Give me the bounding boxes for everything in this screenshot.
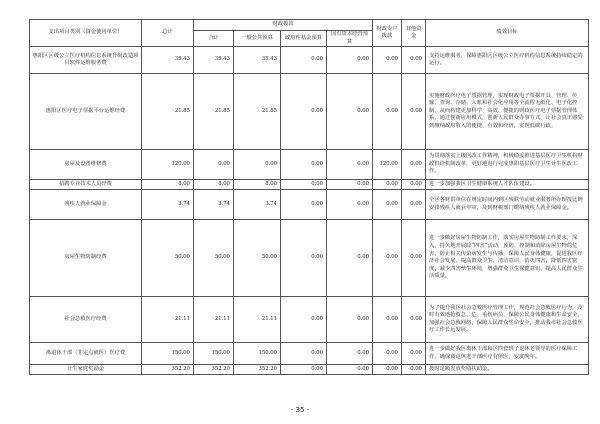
row-capital: 0.00: [327, 180, 373, 190]
row-total: 21.85: [142, 74, 194, 150]
row-other: 0.00: [402, 220, 426, 297]
table-row: [30, 297, 589, 343]
row-general: 8.00: [234, 180, 281, 190]
row-subtotal: 35.43: [194, 47, 234, 74]
row-fund: 0.00: [281, 74, 327, 150]
row-total: 21.11: [142, 297, 194, 343]
row-special: 0.00: [373, 220, 402, 297]
row-item: 房屋及设备维修费: [30, 150, 142, 180]
row-fund: 0.00: [281, 365, 327, 375]
table-row: [30, 190, 589, 220]
row-fund: 0.00: [281, 180, 327, 190]
row-goal: 实施财政医疗电子票据管理，实现财政电子票据开具、管理、传输、查询、存储、入账和社会化应用等全流程无纸化、电子化控制，从而构建更加科学、高效、便捷的财政医疗电子票据管理体系，通过创新应用模式，创新人民群众办事方式，让社会真正感受到缴纳政府收入的便捷、有效和经济，实现低碳行政。: [426, 74, 589, 150]
row-special: 0.00: [373, 343, 402, 365]
table-row: [30, 180, 589, 190]
row-other: 0.00: [402, 180, 426, 190]
table-row: [30, 220, 589, 297]
row-fund: 0.00: [281, 343, 327, 365]
row-other: 0.00: [402, 365, 426, 375]
row-subtotal: 150.00: [194, 343, 234, 365]
row-item: 社会急救医疗经费: [30, 297, 142, 343]
row-other: 0.00: [402, 150, 426, 180]
row-goal: 进一步做好房屋生物防制工作，落实房屋生物防制工作要求，深入、持久地开展除“四害”活动，预防、控制和消除房屋生物的危害，防止相关传染病发生与传播，保障人民身体健康，促进我区经济社会发展，提高群众卫生、清洁意识，消灭四害，降低四害密度，减少四害孳生环境，增强群众卫生保健意识，提高人民群众生活质量。: [426, 220, 589, 297]
row-capital: 0.00: [327, 220, 373, 297]
table-row: [30, 74, 589, 150]
header-gov-fund: 政府性基金预算: [281, 31, 327, 47]
row-special: 0.00: [373, 47, 402, 74]
row-total: 3.74: [142, 190, 194, 220]
row-subtotal: 8.00: [194, 180, 234, 190]
row-total: 150.00: [142, 343, 194, 365]
row-goal: 进一步做好我区离休干部和区四套班子退休老领导的医疗保障工作，确保离退休老干部医疗有所医，安度晚年。: [426, 343, 589, 365]
row-special: 0.00: [373, 180, 402, 190]
table-row: [30, 343, 589, 365]
row-other: 0.00: [402, 190, 426, 220]
table-row: [30, 47, 589, 74]
row-item: 惠阳区区级公立医疗机构信息系统升级改造项目软件运维服务费: [30, 47, 142, 74]
header-state-capital: 国有资本经营预算: [327, 31, 373, 47]
header-general-budget: 一般公共预算: [234, 31, 281, 47]
row-general: 352.20: [234, 365, 281, 375]
row-subtotal: 3.74: [194, 190, 234, 220]
row-capital: 0.00: [327, 47, 373, 74]
row-subtotal: 352.20: [194, 365, 234, 375]
row-goal: 进一步加强我区卫生健康系统人才队伍建设。: [426, 180, 589, 190]
row-other: 0.00: [402, 47, 426, 74]
row-item: 残疾人就业保障金: [30, 190, 142, 220]
row-fund: 0.00: [281, 190, 327, 220]
row-goal: 支持运维服务，保障惠阳区区级公立医疗机构信息系统持续稳定的运行。: [426, 47, 589, 74]
row-capital: 0.00: [327, 74, 373, 150]
row-capital: 0.00: [327, 343, 373, 365]
row-item: 招聘专业技术人员经费: [30, 180, 142, 190]
row-fund: 0.00: [281, 220, 327, 297]
row-subtotal: 21.85: [194, 74, 234, 150]
header-special-account: 财政专户拨款: [373, 20, 402, 47]
table-row: [30, 365, 589, 375]
row-general: 0.00: [234, 150, 281, 180]
row-item: 计生家庭奖励金: [30, 365, 142, 375]
row-capital: 0.00: [327, 150, 373, 180]
row-goal: 为贯彻落实上级医改工作精神，积极稳妥推进基层医疗卫生机构财政供给机制改革，更好地进行完成惠阳基层医疗卫生计生医改工作。: [426, 150, 589, 180]
row-capital: 0.00: [327, 297, 373, 343]
row-goal: 按时足额发放奖励扶助金。: [426, 365, 589, 375]
header-goal: 绩效目标: [426, 20, 589, 47]
header-category: 支出项目类别（资金使用单位）: [30, 20, 142, 47]
row-fund: 0.00: [281, 150, 327, 180]
row-item: 离退休干部（非定点就医）医疗费: [30, 343, 142, 365]
row-total: 352.20: [142, 365, 194, 375]
row-goal: 全区各财供单位在规定时间内到区残联劳动就业服务所办理按比例安排残疾人就业年审，及到财税部门缴纳残疾人就业保障金。: [426, 190, 589, 220]
row-total: 50.00: [142, 220, 194, 297]
row-general: 21.85: [234, 74, 281, 150]
row-total: 120.00: [142, 150, 194, 180]
header-total: 总计: [142, 20, 194, 47]
row-special: 0.00: [373, 190, 402, 220]
row-capital: 0.00: [327, 365, 373, 375]
row-special: 0.00: [373, 365, 402, 375]
header-fiscal: 财政拨款: [194, 20, 373, 31]
row-subtotal: 50.00: [194, 220, 234, 297]
row-special: 120.00: [373, 150, 402, 180]
row-item: 惠阳区医疗电子票据平台运维经费: [30, 74, 142, 150]
row-other: 0.00: [402, 343, 426, 365]
row-general: 50.00: [234, 220, 281, 297]
header-subtotal: 合计: [194, 31, 234, 47]
page-number: - 35 -: [290, 406, 310, 414]
row-total: 8.00: [142, 180, 194, 190]
row-general: 150.00: [234, 343, 281, 365]
row-goal: 为了提升我区社会急救医疗管理工作，规范社会急救医疗行为，及时有效地抢救急、危、重伤病员，保障公民身体健康和生命安全，加强社会急救网络，保障人民群众生命安全，推动我市社会急救医疗工作长远发展。: [426, 297, 589, 343]
row-special: 0.00: [373, 297, 402, 343]
row-subtotal: 21.11: [194, 297, 234, 343]
header-other-funds: 其他资金: [402, 20, 426, 47]
row-other: 0.00: [402, 74, 426, 150]
row-general: 21.11: [234, 297, 281, 343]
row-other: 0.00: [402, 297, 426, 343]
table-row: [30, 150, 589, 180]
row-subtotal: 0.00: [194, 150, 234, 180]
row-total: 35.43: [142, 47, 194, 74]
row-general: 3.74: [234, 190, 281, 220]
row-special: 0.00: [373, 74, 402, 150]
row-capital: 0.00: [327, 190, 373, 220]
row-fund: 0.00: [281, 47, 327, 74]
row-general: 35.43: [234, 47, 281, 74]
row-item: 房屋生物防制经费: [30, 220, 142, 297]
row-fund: 0.00: [281, 297, 327, 343]
budget-table: [29, 19, 589, 375]
